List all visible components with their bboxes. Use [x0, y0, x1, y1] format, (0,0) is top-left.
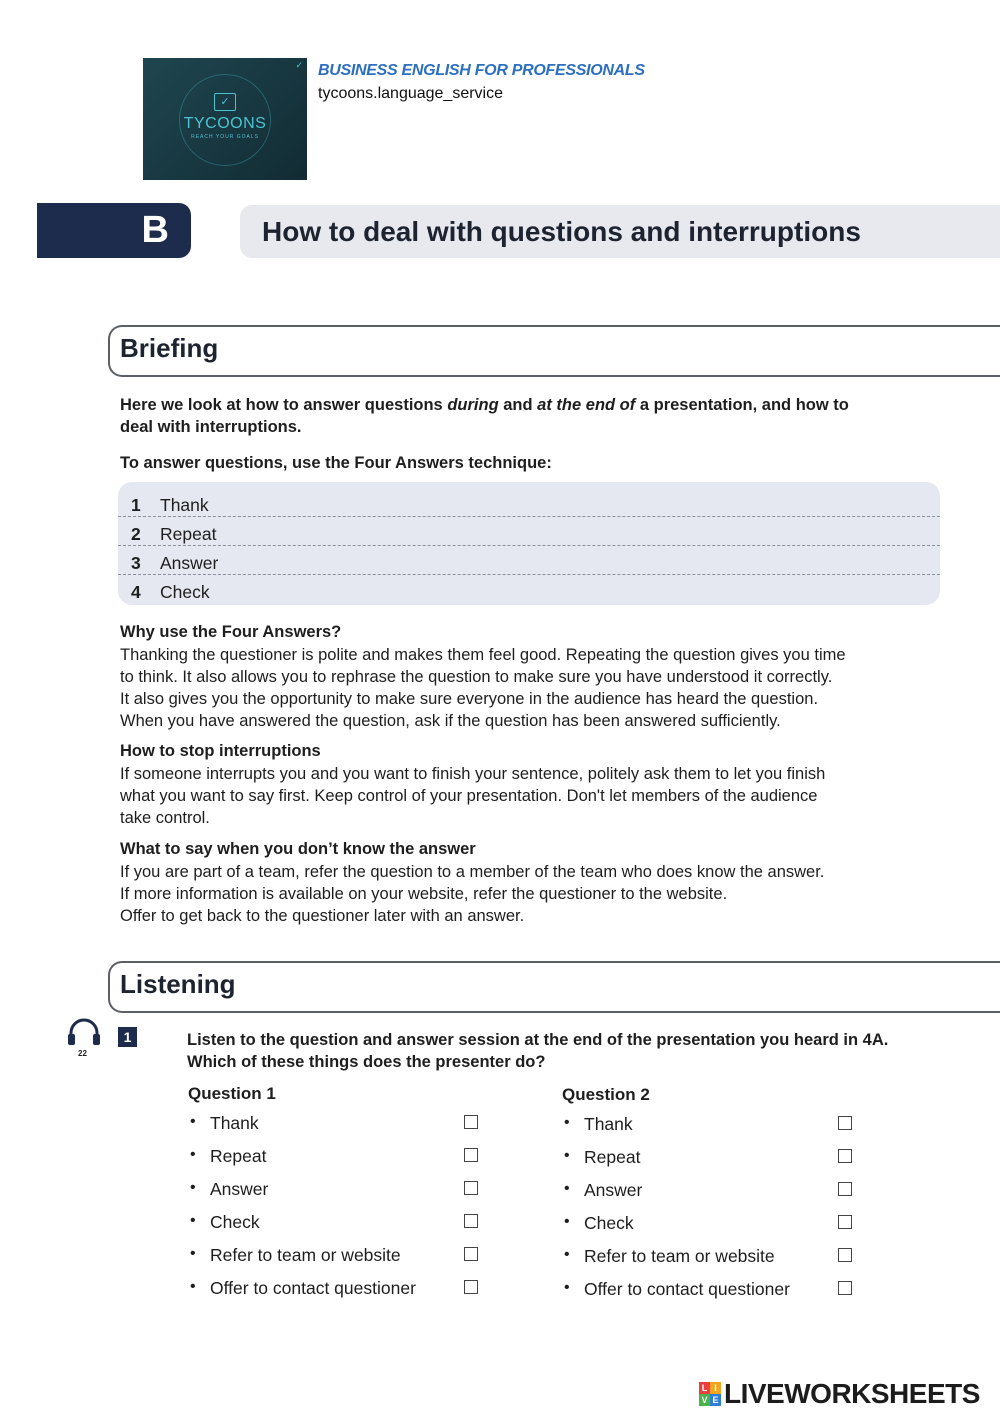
- tycoons-logo: [143, 58, 307, 180]
- intro-emphasis: at the end of: [537, 396, 636, 414]
- badge-letter: L: [699, 1382, 710, 1394]
- series-title: BUSINESS ENGLISH FOR PROFESSIONALS: [318, 62, 645, 79]
- step-label: Repeat: [160, 524, 217, 544]
- bullet-icon: •: [564, 1147, 570, 1164]
- bullet-icon: •: [190, 1245, 196, 1262]
- badge-letter: E: [710, 1394, 721, 1406]
- dont-know-paragraph: [120, 861, 940, 927]
- list-item: [118, 516, 940, 546]
- stop-paragraph: [120, 763, 940, 829]
- checkbox[interactable]: [838, 1116, 852, 1130]
- page-title: How to deal with questions and interruptions: [262, 216, 861, 247]
- question-2-checklist: [562, 1085, 882, 1309]
- step-label: Check: [160, 582, 210, 602]
- briefing-intro: [120, 394, 940, 438]
- title-bar: [240, 205, 1000, 258]
- headphones-icon: [66, 1017, 102, 1047]
- paragraph-line: what you want to say first. Keep control of your presentation. Don't let members of the audience: [120, 787, 818, 805]
- paragraph-line: If you are part of a team, refer the question to a member of the team who does know the answer.: [120, 863, 825, 881]
- instruction-line: Which of these things does the presenter do?: [187, 1053, 546, 1071]
- step-label: Answer: [160, 553, 219, 573]
- list-item: [562, 1210, 882, 1243]
- item-label: Offer to contact questioner: [584, 1279, 790, 1299]
- listening-instruction: [187, 1029, 967, 1073]
- checkbox[interactable]: [838, 1248, 852, 1262]
- paragraph-line: It also gives you the opportunity to make sure everyone in the audience has heard the question.: [120, 690, 819, 708]
- bullet-icon: •: [564, 1279, 570, 1296]
- paragraph-line: take control.: [120, 809, 210, 827]
- item-label: Thank: [584, 1114, 633, 1134]
- question-1-title: Question 1: [188, 1084, 276, 1103]
- section-letter: B: [141, 209, 169, 251]
- badge-letter: V: [699, 1394, 710, 1406]
- step-number: 2: [131, 524, 141, 544]
- list-item: [118, 487, 940, 517]
- bullet-icon: •: [190, 1146, 196, 1163]
- item-label: Refer to team or website: [210, 1245, 401, 1265]
- step-label: Thank: [160, 495, 209, 515]
- intro-text: a presentation, and how to: [635, 396, 849, 414]
- logo-ring: [179, 74, 271, 166]
- paragraph-line: When you have answered the question, ask if the question has been answered sufficiently.: [120, 712, 781, 730]
- item-label: Thank: [210, 1113, 259, 1133]
- bullet-icon: •: [564, 1114, 570, 1131]
- bullet-icon: •: [190, 1212, 196, 1229]
- step-number: 4: [131, 582, 141, 602]
- list-item: [188, 1143, 508, 1176]
- dont-know-heading: What to say when you don’t know the answer: [120, 840, 476, 858]
- list-item: [188, 1275, 508, 1308]
- listening-heading: Listening: [120, 969, 236, 999]
- item-label: Check: [210, 1212, 260, 1232]
- bullet-icon: •: [564, 1180, 570, 1197]
- live-badge-icon: [699, 1382, 721, 1406]
- item-label: Check: [584, 1213, 634, 1233]
- listening-heading-box: [108, 961, 1000, 1013]
- question-2-title: Question 2: [562, 1085, 650, 1104]
- list-item: [562, 1243, 882, 1276]
- checkbox[interactable]: [838, 1281, 852, 1295]
- step-number: 3: [131, 553, 141, 573]
- list-item: [188, 1176, 508, 1209]
- list-item: [562, 1276, 882, 1309]
- section-tab: [37, 203, 191, 258]
- intro-text: deal with interruptions.: [120, 418, 302, 436]
- checkbox[interactable]: [838, 1182, 852, 1196]
- logo-brand: TYCOONS: [183, 114, 267, 132]
- item-label: Offer to contact questioner: [210, 1278, 416, 1298]
- technique-line: To answer questions, use the Four Answers technique:: [120, 454, 552, 472]
- why-paragraph: [120, 644, 940, 732]
- item-label: Answer: [210, 1179, 269, 1199]
- bullet-icon: •: [190, 1179, 196, 1196]
- question-1-checklist: [188, 1084, 508, 1308]
- step-number: 1: [131, 495, 141, 515]
- checkbox[interactable]: [464, 1214, 478, 1228]
- list-item: [188, 1209, 508, 1242]
- liveworksheets-logo: [699, 1378, 980, 1410]
- checkbox[interactable]: [464, 1115, 478, 1129]
- intro-text: and: [498, 396, 538, 414]
- stop-heading: How to stop interruptions: [120, 742, 321, 760]
- badge-letter: I: [710, 1382, 721, 1394]
- paragraph-line: Offer to get back to the questioner later with an answer.: [120, 907, 525, 925]
- paragraph-line: If someone interrupts you and you want to finish your sentence, politely ask them to let you finish: [120, 765, 826, 783]
- intro-emphasis: during: [447, 396, 499, 414]
- list-item: [118, 545, 940, 575]
- liveworksheets-wordmark: LIVEWORKSHEETS: [724, 1378, 980, 1409]
- item-label: Refer to team or website: [584, 1246, 775, 1266]
- checkbox[interactable]: [838, 1149, 852, 1163]
- bullet-icon: •: [564, 1246, 570, 1263]
- intro-text: Here we look at how to answer questions: [120, 396, 448, 414]
- list-item: [562, 1111, 882, 1144]
- item-label: Repeat: [584, 1147, 641, 1167]
- why-heading: Why use the Four Answers?: [120, 623, 342, 641]
- checkbox[interactable]: [464, 1181, 478, 1195]
- list-item: [118, 574, 940, 603]
- exercise-number: 1: [118, 1027, 137, 1047]
- instruction-line: Listen to the question and answer session at the end of the presentation you heard in 4A.: [187, 1031, 889, 1049]
- paragraph-line: If more information is available on your website, refer the questioner to the website.: [120, 885, 728, 903]
- list-item: [188, 1110, 508, 1143]
- item-label: Repeat: [210, 1146, 267, 1166]
- list-item: [562, 1144, 882, 1177]
- social-handle: tycoons.language_service: [318, 85, 504, 102]
- list-item: [188, 1242, 508, 1275]
- checkbox[interactable]: [464, 1148, 478, 1162]
- item-label: Answer: [584, 1180, 643, 1200]
- checkbox[interactable]: [464, 1280, 478, 1294]
- track-number: 22: [78, 1049, 87, 1058]
- bullet-icon: •: [190, 1278, 196, 1295]
- paragraph-line: Thanking the questioner is polite and makes them feel good. Repeating the question gives you time: [120, 646, 846, 664]
- checkbox[interactable]: [838, 1215, 852, 1229]
- briefcase-check-icon: ✓: [214, 93, 236, 111]
- paragraph-line: to think. It also allows you to rephrase the question to make sure you have understood it correctly.: [120, 668, 833, 686]
- bullet-icon: •: [190, 1113, 196, 1130]
- logo-tagline: REACH YOUR GOALS: [191, 133, 259, 140]
- briefing-heading: Briefing: [120, 333, 219, 363]
- bullet-icon: •: [564, 1213, 570, 1230]
- checkbox[interactable]: [464, 1247, 478, 1261]
- briefing-heading-box: [108, 325, 1000, 377]
- check-mark-icon: ✓: [295, 60, 303, 70]
- four-answers-list: [118, 482, 940, 605]
- list-item: [562, 1177, 882, 1210]
